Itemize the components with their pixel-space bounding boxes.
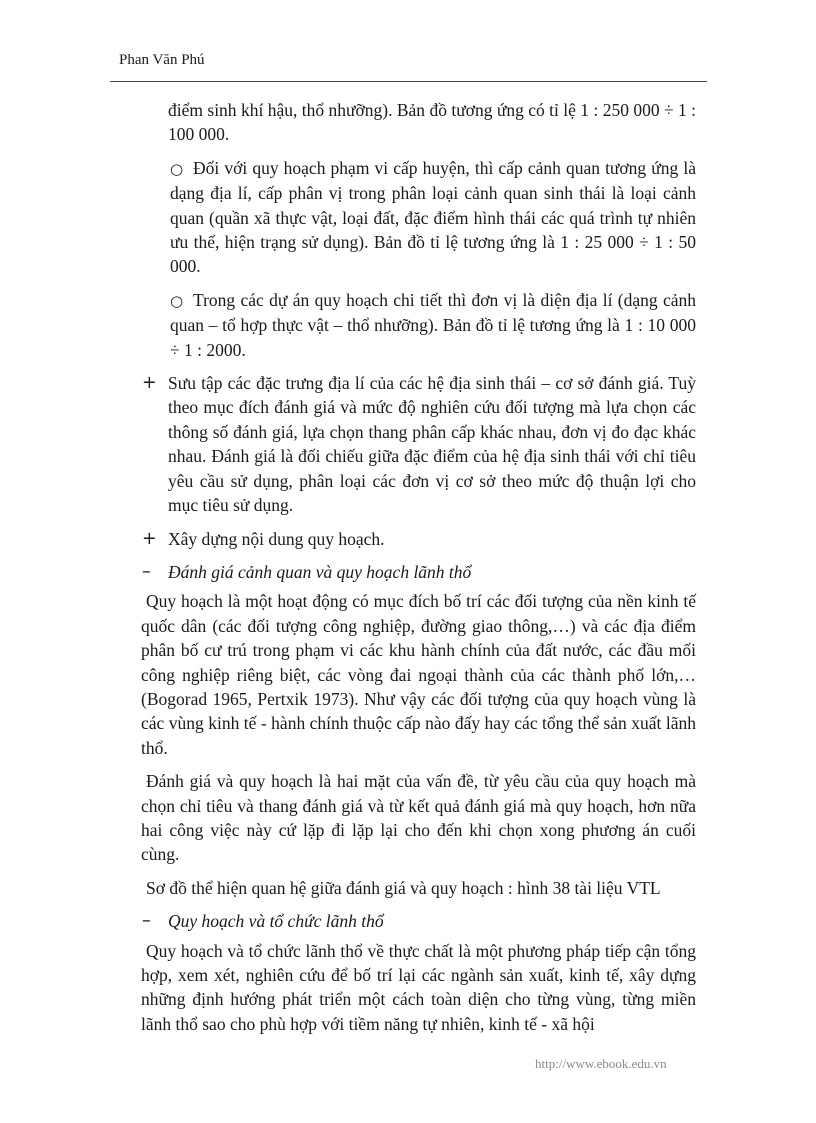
continued-paragraph: điểm sinh khí hậu, thổ nhưỡng). Bản đồ tương ứng có tỉ lệ 1 : 250 000 ÷ 1 : 100 000. bbox=[168, 100, 696, 145]
section-heading-text: Đánh giá cảnh quan và quy hoạch lãnh thổ bbox=[168, 561, 472, 582]
plus-bullet-icon: + bbox=[142, 373, 157, 394]
sub-item-text: Trong các dự án quy hoạch chi tiết thì đơn vị là diện địa lí (dạng cảnh quan – tổ hợp thực vật – thổ nhưỡng). Bản đồ tỉ lệ tương ứng là 1 : 10 000 ÷ 1 : 2000. bbox=[170, 289, 696, 360]
body-paragraph: Đánh giá và quy hoạch là hai mặt của vấn đề, từ yêu cầu của quy hoạch mà chọn chỉ tiêu và thang đánh giá và từ kết quả đánh giá mà quy hoạch, hơn nữa hai công việc này cứ lặp đi lặp lại cho đến khi chọn xong phương án cuối cùng. bbox=[141, 771, 696, 865]
section-heading bbox=[142, 560, 696, 584]
plus-item bbox=[142, 527, 696, 551]
circle-bullet-icon: ○ bbox=[170, 291, 184, 310]
section-heading-text: Quy hoạch và tổ chức lãnh thổ bbox=[168, 911, 384, 932]
sub-item bbox=[168, 288, 696, 362]
footer-url: http://www.ebook.edu.vn bbox=[535, 1056, 667, 1071]
sub-item bbox=[168, 156, 696, 279]
header-rule bbox=[110, 81, 707, 82]
plus-item-text: Xây dựng nội dung quy hoạch. bbox=[168, 528, 385, 549]
body-paragraph: Quy hoạch và tổ chức lãnh thổ về thực chất là một phương pháp tiếp cận tổng hợp, xem xét, nghiên cứu để bố trí lại các ngành sản xuất, kinh tế, xây dựng những định hướng phát triển một cách toàn diện cho từng vùng, từng miền lãnh thổ sao cho phù hợp với tiềm năng tự nhiên, kinh tế - xã hội bbox=[141, 940, 696, 1034]
plus-bullet-icon: + bbox=[142, 528, 157, 549]
running-header: Phan Văn Phú bbox=[119, 52, 205, 68]
body-paragraph: Sơ đồ thể hiện quan hệ giữa đánh giá và quy hoạch : hình 38 tài liệu VTL bbox=[146, 877, 661, 898]
section-heading bbox=[142, 909, 696, 933]
dash-bullet-icon: – bbox=[142, 561, 151, 582]
sub-item-text: Đối với quy hoạch phạm vi cấp huyện, thì cấp cảnh quan tương ứng là dạng địa lí, cấp phân vị trong phân loại cảnh quan sinh thái là loại cảnh quan (quần xã thực vật, loại đất, đặc điểm hình thái các quá trình tự nhiên ưu thế, hiện trạng sử dụng). Bản đồ tỉ lệ tương ứng là 1 : 25 000 ÷ 1 : 50 000. bbox=[170, 157, 696, 277]
page-body bbox=[141, 98, 696, 1036]
circle-bullet-icon: ○ bbox=[170, 159, 184, 178]
body-paragraph: Quy hoạch là một hoạt động có mục đích bố trí các đối tượng của nền kinh tế quốc dân (các đối tượng công nghiệp, đường giao thông,…) và các địa điểm phân bố cư trú trong phạm vi các khu hành chính của đất nước, các đầu mối công nghiệp riêng biệt, các vòng đai ngoại thành của các thành phố lớn,… (Bogorad 1965, Pertxik 1973). Như vậy các đối tượng của quy hoạch vùng là các vùng kinh tế - hành chính thuộc cấp nào đấy hay các tổng thể sản xuất lãnh thổ. bbox=[141, 591, 696, 758]
plus-item-text: Sưu tập các đặc trưng địa lí của các hệ địa sinh thái – cơ sở đánh giá. Tuỳ theo mục đích đánh giá và mức độ nghiên cứu đối tượng mà lựa chọn các thông số đánh giá, lựa chọn thang phân cấp khác nhau, đơn vị đo đạc khác nhau. Đánh giá là đối chiếu giữa đặc điểm của hệ địa sinh thái với chỉ tiêu yêu cầu sử dụng, phân loại các đơn vị cơ sở theo mức độ thuận lợi cho mục tiêu sử dụng. bbox=[168, 373, 696, 516]
dash-bullet-icon: – bbox=[142, 911, 151, 932]
plus-item bbox=[142, 371, 696, 517]
